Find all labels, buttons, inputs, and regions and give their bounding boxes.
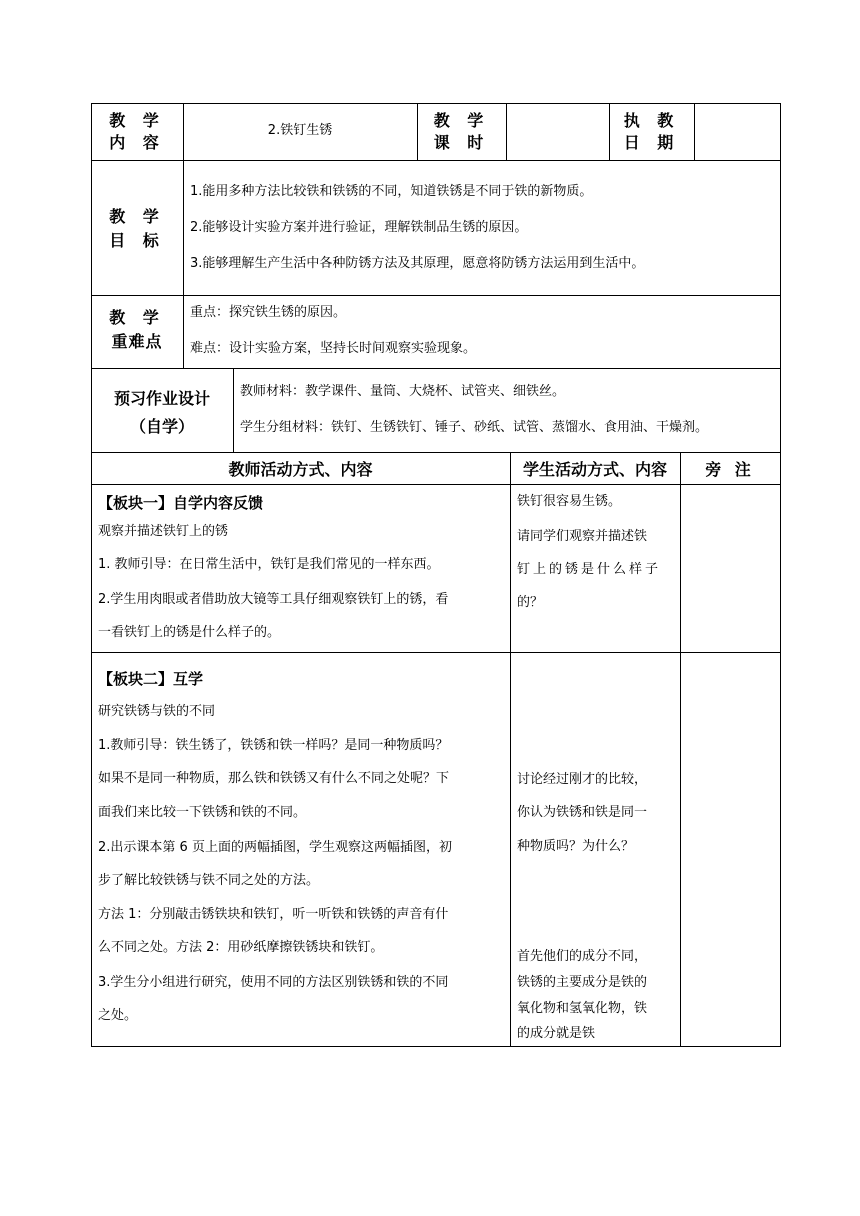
block2-line: 1.教师引导：铁生锈了，铁锈和铁一样吗？是同一种物质吗？ xyxy=(98,738,449,753)
block2-student-line: 你认为铁锈和铁是同一 xyxy=(517,805,648,820)
block2-title: 【板块二】互学 xyxy=(98,670,204,688)
date-label: 执 教 日 期 xyxy=(623,111,680,152)
block1-line: 1. 教师引导：在日常生活中，铁钉是我们常见的一样东西。 xyxy=(98,557,440,572)
block2-student-line: 首先他们的成分不同， xyxy=(517,949,648,964)
block1-title: 【板块一】自学内容反馈 xyxy=(98,494,264,512)
block2-student-line: 铁锈的主要成分是铁的 xyxy=(517,975,648,990)
col-divider xyxy=(680,452,681,1046)
row-divider xyxy=(91,160,781,161)
objectives-label: 教 学 目 标 xyxy=(109,207,165,250)
block2-student-line: 氧化物和氢氧化物，铁 xyxy=(517,1001,648,1016)
block2-student-line: 讨论经过刚才的比较， xyxy=(517,772,648,787)
block2-student-line: 种物质吗？为什么？ xyxy=(517,839,635,854)
col-divider xyxy=(694,103,695,160)
key-points-label: 教 学 重难点 xyxy=(109,308,165,351)
block2-line: 2.出示课本第 6 页上面的两幅插图，学生观察这两幅插图，初 xyxy=(98,840,452,855)
key-focus: 重点：探究铁生锈的原因。 xyxy=(190,305,347,320)
student-column-header: 学生活动方式、内容 xyxy=(522,460,667,479)
lesson-title: 2.铁钉生锈 xyxy=(267,123,333,138)
row-divider xyxy=(91,295,781,296)
key-difficulty: 难点：设计实验方案，坚持长时间观察实验现象。 xyxy=(190,341,477,356)
block2-line: 如果不是同一种物质，那么铁和铁锈又有什么不同之处呢？下 xyxy=(98,771,450,786)
objective-item: 1.能用多种方法比较铁和铁锈的不同，知道铁锈是不同于铁的新物质。 xyxy=(190,184,593,199)
teacher-materials: 教师材料：教学课件、量筒、大烧杯、试管夹、细铁丝。 xyxy=(240,384,566,399)
block1-line: 一看铁钉上的锈是什么样子的。 xyxy=(98,625,281,640)
row-divider xyxy=(91,484,781,485)
period-label: 教 学 课 时 xyxy=(433,111,490,152)
col-divider xyxy=(233,368,234,452)
block1-student-line: 请同学们观察并描述铁 xyxy=(517,529,648,544)
col-divider xyxy=(510,452,511,1046)
teacher-column-header: 教师活动方式、内容 xyxy=(228,460,373,479)
table-border-top xyxy=(91,103,781,104)
row-divider xyxy=(91,368,781,369)
block2-student-line: 的成分就是铁 xyxy=(517,1026,596,1041)
block2-line: 研究铁锈与铁的不同 xyxy=(98,704,216,719)
table-border-right xyxy=(780,103,781,1047)
block2-line: 方法 1：分别敲击锈铁块和铁钉，听一听铁和铁锈的声音有什 xyxy=(98,907,449,922)
block1-student-line: 铁钉很容易生锈。 xyxy=(517,494,622,509)
block1-line: 观察并描述铁钉上的锈 xyxy=(98,524,229,539)
block2-line: 么不同之处。方法 2：用砂纸摩擦铁锈块和铁钉。 xyxy=(98,940,384,955)
col-divider xyxy=(506,103,507,160)
student-materials: 学生分组材料：铁钉、生锈铁钉、锤子、砂纸、试管、蒸馏水、食用油、干燥剂。 xyxy=(240,420,709,435)
preview-label: 预习作业设计 （自学） xyxy=(113,389,210,436)
block1-line: 2.学生用肉眼或者借助放大镜等工具仔细观察铁钉上的锈，看 xyxy=(98,592,449,607)
block2-line: 面我们来比较一下铁锈和铁的不同。 xyxy=(98,805,307,820)
objective-item: 3.能够理解生产生活中各种防锈方法及其原理，愿意将防锈方法运用到生活中。 xyxy=(190,256,645,271)
block2-line: 3.学生分小组进行研究，使用不同的方法区别铁锈和铁的不同 xyxy=(98,975,449,990)
notes-column-header: 旁 注 xyxy=(705,460,755,479)
block1-student-line: 的？ xyxy=(517,595,544,610)
col-divider xyxy=(183,160,184,368)
row-divider xyxy=(91,652,781,653)
block1-student-line: 钉上的锈是什么样子 xyxy=(517,562,662,577)
table-border-bottom xyxy=(91,1046,781,1047)
objective-item: 2.能够设计实验方案并进行验证，理解铁制品生锈的原因。 xyxy=(190,220,528,235)
content-label: 教 学 内 容 xyxy=(109,111,165,152)
block2-line: 步了解比较铁锈与铁不同之处的方法。 xyxy=(98,873,320,888)
row-divider xyxy=(91,452,781,453)
block2-line: 之处。 xyxy=(98,1008,138,1023)
